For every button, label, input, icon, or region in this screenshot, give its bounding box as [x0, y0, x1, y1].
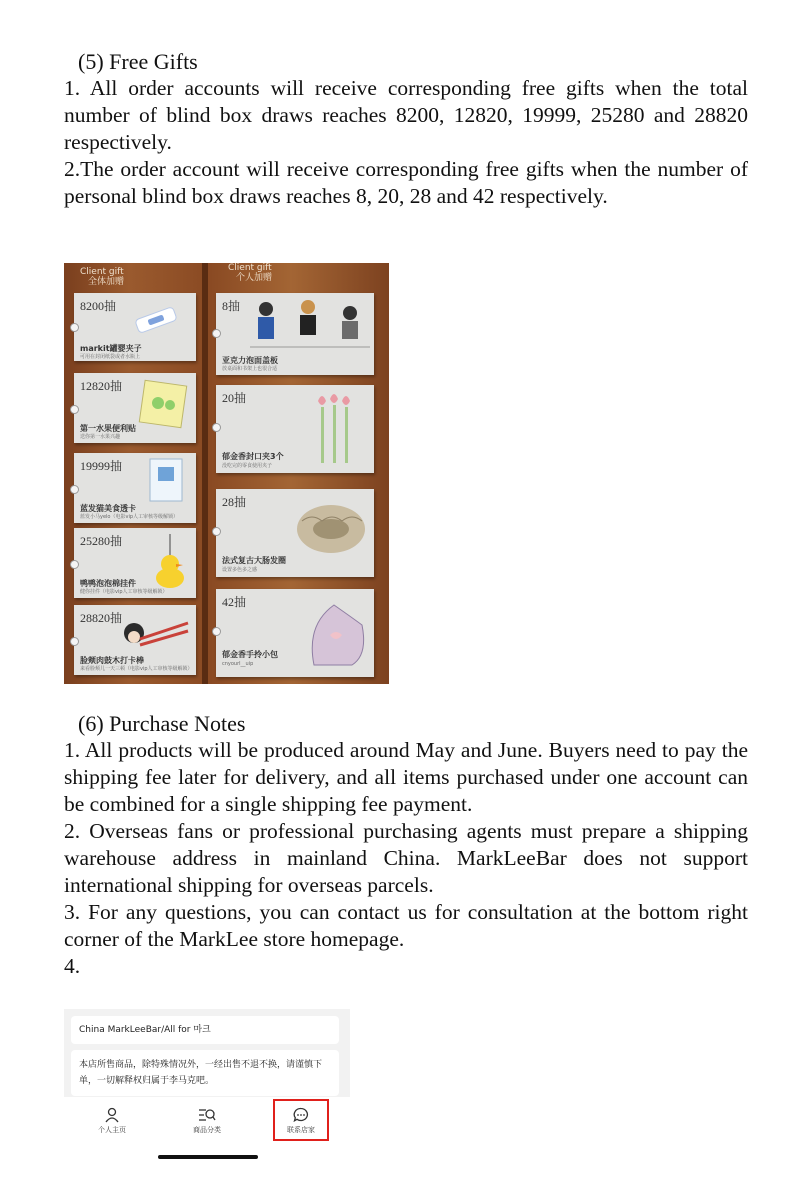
gift-count: 25280抽 — [80, 534, 123, 548]
nav-item-profile[interactable] — [77, 1107, 147, 1135]
card-hole — [212, 527, 221, 536]
gift-name: markit罐婴夹子 — [80, 344, 142, 353]
left-column-subtitle: 全体加赠 — [88, 277, 125, 287]
tulip-bag-icon — [304, 595, 368, 671]
right-column-subtitle: 个人加赠 — [236, 273, 273, 283]
gift-card-28820 — [74, 605, 196, 675]
gift-card-12820 — [74, 373, 196, 443]
gift-count: 28820抽 — [80, 611, 123, 625]
right-column-header — [228, 263, 272, 283]
gift-count: 42抽 — [222, 595, 247, 609]
chopsticks-icon — [118, 615, 192, 655]
free-gifts-paragraph-2: 2.The order account will receive corresponding free gifts when the number of personal blind box draws reaches 8, 20, 28 and 42 respectively. — [64, 157, 748, 208]
store-app-screenshot — [64, 1009, 350, 1165]
category-search-icon — [198, 1107, 216, 1123]
gift-description: 没吃完的零食使用夹子 — [222, 463, 273, 469]
nav-label: 个人主页 — [98, 1126, 126, 1134]
sticky-note-icon — [138, 379, 188, 429]
gift-name: 第一水果便利贴 — [80, 424, 136, 433]
card-hole — [212, 627, 221, 636]
gift-card-28 — [216, 489, 374, 577]
gift-count: 28抽 — [222, 495, 247, 509]
gift-description: 放桌面和书架上也很合适 — [222, 366, 278, 372]
bottom-nav — [64, 1097, 350, 1165]
clear-card-icon — [146, 457, 186, 503]
gift-card-25280 — [74, 528, 196, 598]
card-hole — [70, 323, 79, 332]
nav-label: 联系店家 — [287, 1126, 315, 1134]
section-purchase-notes — [64, 710, 748, 980]
gift-list-image — [64, 263, 389, 684]
person-icon — [104, 1107, 120, 1123]
purchase-notes-paragraph-4: 4. — [64, 954, 81, 978]
gift-count: 12820抽 — [80, 379, 123, 393]
purchase-notes-paragraph-3: 3. For any questions, you can contact us for consultation at the bottom right corner of the MarkLee store homepage. — [64, 900, 748, 951]
tulip-clip-icon — [312, 391, 352, 467]
figure-stand-icon — [250, 297, 370, 355]
purchase-notes-paragraph-1: 1. All products will be produced around May and June. Buyers need to pay the shipping fee later for delivery, and all items purchased under one account can be combined for a single shipping fee payment. — [64, 738, 748, 816]
gift-name: 亚克力泡面盖板 — [222, 356, 278, 365]
gift-name: 脸颊肉鼓木打卡棒 — [80, 656, 144, 665]
gift-name: 蓝发猫美食透卡 — [80, 504, 136, 513]
section-heading-purchase-notes: (6) Purchase Notes — [78, 711, 246, 736]
gift-description: cnyourl__uip — [222, 661, 254, 667]
gift-name: 鸭鸭泡泡棉挂件 — [80, 579, 136, 588]
contact-store-highlight — [273, 1099, 329, 1141]
nav-label: 商品分类 — [193, 1126, 221, 1134]
left-column-header — [80, 267, 124, 287]
gift-count: 19999抽 — [80, 459, 123, 473]
gift-description: 健你挂件（电影vip人工审核等级解锁） — [80, 589, 168, 595]
free-gifts-paragraph-1: 1. All order accounts will receive corresponding free gifts when the total number of blind box draws reaches 8200, 12820, 19999, 25280 and 28820 respectively. — [64, 76, 748, 154]
left-column-title: Client gift — [80, 267, 124, 277]
gift-count: 8200抽 — [80, 299, 117, 313]
gift-description: 蓝发小马yelo（电影vip人工审核等级解锁） — [80, 514, 179, 520]
home-indicator — [158, 1155, 258, 1159]
gift-description: 送你第一水果兴趣 — [80, 434, 121, 440]
card-hole — [70, 405, 79, 414]
gift-description: 设置多色多之感 — [222, 567, 258, 573]
gift-card-20 — [216, 385, 374, 473]
gift-card-42 — [216, 589, 374, 677]
gift-card-8 — [216, 293, 374, 375]
duck-charm-icon — [150, 534, 190, 590]
gift-card-19999 — [74, 453, 196, 523]
gift-count: 8抽 — [222, 299, 241, 313]
card-hole — [70, 560, 79, 569]
card-hole — [70, 485, 79, 494]
gift-count: 20抽 — [222, 391, 247, 405]
gift-description: 来看脸颊儿一天三顿（电影vip人工审核等级解锁） — [80, 666, 193, 672]
gift-description: 可用在封闭纸袋或者水瓶上 — [80, 354, 141, 360]
gift-name: 法式复古大肠发圈 — [222, 556, 286, 565]
right-column-title: Client gift — [228, 263, 272, 273]
gift-card-8200 — [74, 293, 196, 361]
section-heading-free-gifts: (5) Free Gifts — [78, 49, 198, 74]
card-hole — [212, 329, 221, 338]
purchase-notes-paragraph-2: 2. Overseas fans or professional purchasing agents must prepare a shipping warehouse address in mainland China. MarkLeeBar does not support international shipping for overseas parcels. — [64, 819, 748, 897]
card-hole — [70, 637, 79, 646]
store-notice-box: 本店所售商品，除特殊情况外，一经出售不退不换，请谨慎下单，一切解释权归属于李马克吧。 — [71, 1050, 339, 1096]
clip-icon — [130, 305, 182, 339]
gift-name: 郁金香手拎小包 — [222, 650, 278, 659]
nav-item-categories[interactable] — [172, 1107, 242, 1135]
gift-name: 郁金香封口夹3个 — [222, 452, 284, 461]
card-hole — [212, 423, 221, 432]
store-name-box: China MarkLeeBar/All for 마크 — [71, 1016, 339, 1044]
section-free-gifts — [64, 48, 748, 210]
board-divider — [202, 263, 208, 684]
scrunchie-icon — [294, 501, 368, 557]
